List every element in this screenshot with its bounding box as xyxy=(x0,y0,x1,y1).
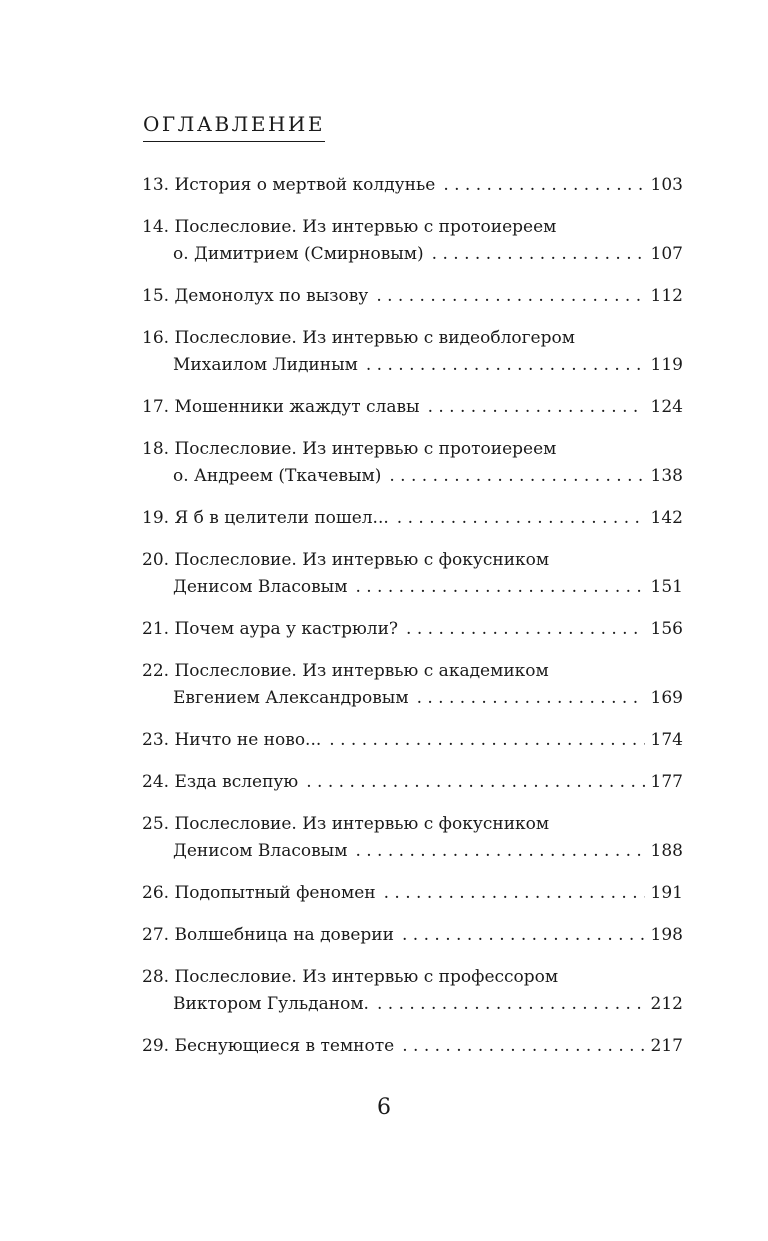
toc-entry-title: Послесловие. Из интервью с профессором xyxy=(174,967,559,987)
toc-entry-number: 19. xyxy=(142,508,170,528)
toc-entry xyxy=(142,880,683,907)
toc-entry-number: 14. xyxy=(142,217,170,237)
toc-entry-title-line xyxy=(142,436,683,463)
dot-leader xyxy=(369,991,645,1018)
toc-entry-row xyxy=(142,1033,683,1060)
dot-leader xyxy=(347,574,644,601)
toc-entry-page: 156 xyxy=(650,619,683,639)
dot-leader xyxy=(368,283,644,310)
toc-entry-number: 16. xyxy=(142,328,170,348)
toc-entry-row xyxy=(142,241,683,268)
toc-entry-number: 21. xyxy=(142,619,170,639)
toc-entry-page: 217 xyxy=(650,1036,683,1056)
toc-entry-row xyxy=(142,352,683,379)
toc-entry-title-text: Беснующиеся в темноте xyxy=(174,1036,395,1056)
toc-entry-page: 198 xyxy=(650,925,683,945)
toc-entry-title: Михаилом Лидиным xyxy=(173,355,358,375)
toc-entry-row xyxy=(142,769,683,796)
toc-entry-row xyxy=(142,394,683,421)
dot-leader xyxy=(394,922,645,949)
toc-entry-title xyxy=(142,727,321,754)
page-number: 6 xyxy=(377,1095,391,1120)
toc-entry xyxy=(142,964,683,1018)
toc-entry xyxy=(142,811,683,865)
toc-entry xyxy=(142,727,683,754)
dot-leader xyxy=(321,727,644,754)
dot-leader xyxy=(376,880,645,907)
toc-entry-title: о. Димитрием (Смирновым) xyxy=(173,244,424,264)
toc-entry-title-line xyxy=(142,325,683,352)
toc-entry-title: Послесловие. Из интервью с фокусником xyxy=(174,550,550,570)
toc-entry-page: 124 xyxy=(650,397,683,417)
toc-entry-page: 191 xyxy=(650,883,683,903)
toc-entry-number: 15. xyxy=(142,286,170,306)
toc-entry-number: 24. xyxy=(142,772,170,792)
dot-leader xyxy=(298,769,644,796)
toc-entry-title xyxy=(142,880,376,907)
dot-leader xyxy=(389,505,645,532)
toc-entry-title: Денисом Власовым xyxy=(173,577,348,597)
toc-entry xyxy=(142,547,683,601)
toc-entry-title-line xyxy=(142,214,683,241)
toc-entry-row xyxy=(142,838,683,865)
toc-entry-page: 103 xyxy=(650,175,683,195)
toc-entry-title xyxy=(142,172,435,199)
dot-leader xyxy=(394,1033,644,1060)
toc-entry xyxy=(142,922,683,949)
toc-entry-title: Послесловие. Из интервью с фокусником xyxy=(174,814,550,834)
toc-entry-page: 142 xyxy=(650,508,683,528)
toc-entry xyxy=(142,394,683,421)
toc-entry-title: Послесловие. Из интервью с протоиереем xyxy=(174,439,557,459)
toc-entry-row xyxy=(142,685,683,712)
toc-entry-title: Послесловие. Из интервью с академиком xyxy=(174,661,549,681)
toc-entry xyxy=(142,214,683,268)
toc-entry xyxy=(142,325,683,379)
toc-entry-row xyxy=(142,880,683,907)
dot-leader xyxy=(424,241,645,268)
toc-entry xyxy=(142,436,683,490)
toc-entry-row xyxy=(142,574,683,601)
toc-entry-title-line xyxy=(142,547,683,574)
toc-entry-title-text: Мошенники жаждут славы xyxy=(174,397,420,417)
toc-entry-row xyxy=(142,463,683,490)
toc-entry-title: Евгением Александровым xyxy=(173,688,409,708)
toc-entry-title-text: Почем аура у кастрюли? xyxy=(174,619,399,639)
toc-entry-number: 27. xyxy=(142,925,170,945)
toc-entry xyxy=(142,658,683,712)
toc-entry-row xyxy=(142,616,683,643)
toc-entry-title-text: Я б в целители пошел... xyxy=(174,508,389,528)
toc-entry xyxy=(142,1033,683,1060)
toc-entry-number: 18. xyxy=(142,439,170,459)
toc-entry-title: Послесловие. Из интервью с видеоблогером xyxy=(174,328,575,348)
toc-entry-title xyxy=(142,616,398,643)
toc-entry-number: 28. xyxy=(142,967,170,987)
dot-leader xyxy=(381,463,644,490)
toc-entry-page: 112 xyxy=(650,286,683,306)
toc-entry-row xyxy=(142,922,683,949)
toc-entry-number: 29. xyxy=(142,1036,170,1056)
toc-entry-title xyxy=(142,505,389,532)
toc-entry-title-text: Ничто не ново... xyxy=(174,730,322,750)
toc-entry-title: Денисом Власовым xyxy=(173,841,348,861)
dot-leader xyxy=(358,352,645,379)
dot-leader xyxy=(409,685,645,712)
toc-entry-title-text: История о мертвой колдунье xyxy=(174,175,436,195)
toc-entry-page: 119 xyxy=(650,355,683,375)
toc-entry-row xyxy=(142,505,683,532)
toc-entry-number: 17. xyxy=(142,397,170,417)
toc-entry-page: 177 xyxy=(650,772,683,792)
toc-entry xyxy=(142,283,683,310)
toc-entry-title: Виктором Гульданом. xyxy=(173,994,369,1014)
toc-entry-title xyxy=(142,283,368,310)
dot-leader xyxy=(398,616,645,643)
toc-entry xyxy=(142,172,683,199)
toc-entry-number: 13. xyxy=(142,175,170,195)
toc-entry-row xyxy=(142,991,683,1018)
toc-entry-title xyxy=(142,922,394,949)
toc-entry-title-text: Подопытный феномен xyxy=(174,883,376,903)
toc-list xyxy=(142,172,683,1075)
toc-entry-title: о. Андреем (Ткачевым) xyxy=(173,466,382,486)
toc-entry-row xyxy=(142,283,683,310)
toc-entry-page: 169 xyxy=(650,688,683,708)
toc-entry-page: 212 xyxy=(650,994,683,1014)
toc-entry-number: 22. xyxy=(142,661,170,681)
toc-entry-page: 188 xyxy=(650,841,683,861)
toc-entry-title xyxy=(142,1033,394,1060)
toc-entry-number: 25. xyxy=(142,814,170,834)
toc-entry-page: 151 xyxy=(650,577,683,597)
toc-entry-title: Послесловие. Из интервью с протоиереем xyxy=(174,217,557,237)
toc-entry xyxy=(142,505,683,532)
toc-entry-title-line xyxy=(142,964,683,991)
toc-entry-number: 23. xyxy=(142,730,170,750)
toc-entry-title-text: Езда вслепую xyxy=(174,772,299,792)
toc-entry-number: 20. xyxy=(142,550,170,570)
toc-entry-title xyxy=(142,769,298,796)
toc-entry-title-line xyxy=(142,811,683,838)
dot-leader xyxy=(420,394,645,421)
toc-entry-title-text: Демонолух по вызову xyxy=(174,286,369,306)
toc-entry-number: 26. xyxy=(142,883,170,903)
toc-entry-row xyxy=(142,172,683,199)
toc-entry-page: 138 xyxy=(650,466,683,486)
toc-entry-title xyxy=(142,394,420,421)
toc-entry xyxy=(142,769,683,796)
dot-leader xyxy=(347,838,644,865)
dot-leader xyxy=(435,172,644,199)
toc-heading: ОГЛАВЛЕНИЕ xyxy=(143,112,325,142)
toc-entry-page: 174 xyxy=(650,730,683,750)
toc-entry-title-line xyxy=(142,658,683,685)
toc-entry-title-text: Волшебница на доверии xyxy=(174,925,394,945)
toc-entry-row xyxy=(142,727,683,754)
toc-entry xyxy=(142,616,683,643)
toc-entry-page: 107 xyxy=(650,244,683,264)
